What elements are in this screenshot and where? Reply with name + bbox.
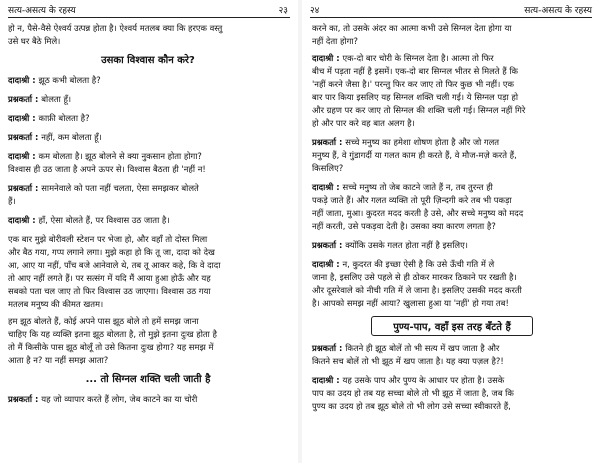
dialogue-text: कम बोलता है। झूठ बोलने से क्या नुकसान होता होगा? विश्वास ही उठ जाता है अपने ऊपर से। विश्वास बैठता ही 'नहीं न! bbox=[8, 151, 206, 174]
speaker-label: प्रश्नकर्ता bbox=[8, 183, 33, 193]
right-running-header: सत्य-असत्य के रहस्य bbox=[524, 6, 592, 16]
dialogue-line: दादाश्री : कम बोलता है। झूठ बोलने से क्या नुकसान होता होगा? विश्वास ही उठ जाता है अपने ऊपर से। विश्वास बैठता ही 'नहीं न! bbox=[8, 151, 206, 174]
dialogue-text: कितने ही झूठ बोलें तो भी सत्य में खप जाता है और कितने सच बोलें तो भी झूठ में खप जाता है। यह क्या पज़ल है?! bbox=[312, 343, 504, 366]
speaker-label: प्रश्नकर्ता bbox=[312, 240, 337, 250]
paragraph: हो न, पैसे-वैसे ऐश्वर्य उत्पन्न होता है। ऐश्वर्य मतलब क्या कि हरएक वस्तु उसे घर बैठे मिले। bbox=[8, 23, 223, 46]
dialogue-line: प्रश्नकर्ता : सच्चे मनुष्य का हमेशा शोषण होता है और जो गलत मनुष्य हैं, वे गुंडागर्दी या गलत काम ही करते हैं, वे मौज-मज़े करते हैं, किसलिए? bbox=[312, 137, 517, 173]
dialogue-line: प्रश्नकर्ता : नहीं, कम बोलता हूँ। bbox=[8, 132, 102, 142]
dialogue bbox=[8, 74, 288, 227]
dialogue-line: दादाश्री : हाँ, ऐसा बोलते हैं, पर विश्वास उठ जाता है। bbox=[8, 215, 170, 225]
header-rule bbox=[8, 17, 290, 18]
section-heading: उसका विश्वास कौन करे? bbox=[101, 55, 195, 66]
dialogue-line: दादाश्री : न, कुदरत की इच्छा ऐसी है कि उसे ऊँची गति में ले जाना है, इसलिए उसे पहले से ही ठोकर मारकर ठिकाने पर रखती है। और दूसरेवाले को नीची गति में ले जाना है। इसलिए उसकी मदद करती है। आपको समझ नहीं आया? खुलासा हुआ या 'नहीं' हो गया तब! bbox=[312, 259, 522, 308]
right-page-body bbox=[312, 22, 592, 419]
dialogue-line: दादाश्री : एक-दो बार चोरी के सिग्नल देता है। आत्मा तो फिर बीच में पड़ता नहीं है इसमें। एक-दो बार सिग्नल भीतर से मिलते हैं कि 'नहीं करने जैसा है।' परन्तु फिर कर जाए तो फिर कुछ भी नहीं। एक बार पार किया इसलिए यह सिग्नल शक्ति चली गई। ये सिग्नल पड़ा हो और ग्रहण पर कर जाए तो सिग्नल की शक्ति चली गई। सिग्नल नहीं गिरे हो और पार करे वह बात अलग है। bbox=[312, 53, 526, 128]
speaker-label: दादाश्री bbox=[8, 151, 30, 161]
dialogue-text: हाँ, ऐसा बोलते हैं, पर विश्वास उठ जाता है। bbox=[38, 215, 170, 225]
dialogue-text: यह जो व्यापार करते हैं लोग, जेब काटने का या चोरी bbox=[41, 394, 198, 404]
speaker-label: प्रश्नकर्ता bbox=[8, 394, 33, 404]
dialogue-text: बोलता हूँ। bbox=[41, 94, 72, 104]
dialogue-text: झूठ कभी बोलता है? bbox=[38, 75, 101, 85]
speaker-label: दादाश्री bbox=[8, 113, 30, 123]
speaker-label: दादाश्री bbox=[312, 182, 334, 192]
dialogue-line: दादाश्री : काफ़ी बोलता है? bbox=[8, 113, 90, 123]
speaker-label: प्रश्नकर्ता bbox=[8, 94, 33, 104]
dialogue-line: प्रश्नकर्ता : यह जो व्यापार करते हैं लोग, जेब काटने का या चोरी bbox=[8, 394, 198, 404]
dialogue-text: सच्चे मनुष्य तो जेब काटने जाते हैं न, तब तुरन्त ही पकड़े जाते हैं। और गलत व्यक्ति तो पूरी ज़िन्दगी करे तब भी पकड़ा नहीं जाता, मुआ। कुदरत मदद करती है उसे, और सच्चे मनुष्य को मदद नहीं करती, उसे पकड़वा देती है। उसका क्या कारण लगता है? bbox=[312, 182, 524, 231]
left-running-header: सत्य-असत्य के रहस्य bbox=[8, 6, 76, 16]
dialogue-line: दादाश्री : झूठ कभी बोलता है? bbox=[8, 75, 101, 85]
dialogue-text: काफ़ी बोलता है? bbox=[38, 113, 90, 123]
dialogue-line: प्रश्नकर्ता : बोलता हूँ। bbox=[8, 94, 72, 104]
speaker-label: प्रश्नकर्ता bbox=[312, 343, 337, 353]
right-page bbox=[304, 0, 600, 463]
dialogue-text: एक-दो बार चोरी के सिग्नल देता है। आत्मा तो फिर बीच में पड़ता नहीं है इसमें। एक-दो बार सिग्नल भीतर से मिलते हैं कि 'नहीं करने जैसा है।' परन्तु फिर कर जाए तो फिर कुछ भी नहीं। एक बार पार किया इसलिए यह सिग्नल शक्ति चली गई। ये सिग्नल पड़ा हो और ग्रहण पर कर जाए तो सिग्नल की शक्ति चली गई। सिग्नल नहीं गिरे हो और पार करे वह बात अलग है। bbox=[312, 53, 526, 128]
book-gutter bbox=[298, 0, 302, 463]
dialogue-text: क्योंकि उसके गलत होता नहीं है इसलिए। bbox=[345, 240, 468, 250]
dialogue-text: न, कुदरत की इच्छा ऐसी है कि उसे ऊँची गति में ले जाना है, इसलिए उसे पहले से ही ठोकर मारकर ठिकाने पर रखती है। और दूसरेवाले को नीची गति में ले जाना है। इसलिए उसकी मदद करती है। आपको समझ नहीं आया? खुलासा हुआ या 'नहीं' हो गया तब! bbox=[312, 259, 522, 308]
dialogue-text: सामनेवाले को पता नहीं चलता, ऐसा समझकर बोलते हैं। bbox=[8, 183, 199, 206]
left-page-number: २३ bbox=[278, 6, 288, 16]
dialogue-line: प्रश्नकर्ता : क्योंकि उसके गलत होता नहीं है इसलिए। bbox=[312, 240, 468, 250]
speaker-label: दादाश्री bbox=[8, 215, 30, 225]
paragraph: एक बार मुझे बोरीवली स्टेशन पर भेजा हो, और वहाँ तो दोस्त मिला और बैठ गया, गप्प लगाने लगा। मुझे कहा हो कि तू जा, दादा को देख आ, आए या नहीं, पाँच बजे आनेवाले थे, तब तू आकर कहे, कि वे दादा तो आए नहीं लगते हैं। पर सत्संग में यदि मैं आया हुआ होऊँ और यह सबको पता चल जाए तो फिर विश्वास उठ जाएगा। विश्वास उठ गया मतलब मनुष्य की कीमत खतम। bbox=[8, 234, 221, 309]
header-rule bbox=[310, 17, 592, 18]
speaker-label: प्रश्नकर्ता bbox=[8, 132, 33, 142]
speaker-label: प्रश्नकर्ता bbox=[312, 137, 337, 147]
speaker-label: दादाश्री bbox=[312, 259, 334, 269]
paragraph: करने का, तो उसके अंदर का आत्मा कभी उसे सिग्नल देता होगा या नहीं देता होगा? bbox=[312, 23, 512, 46]
dialogue-text: नहीं, कम बोलता हूँ। bbox=[41, 132, 102, 142]
dialogue-line: दादाश्री : यह उसके पाप और पुण्य के आधार पर होता है। उसके पाप का उदय हो तब यह सच्चा बोले तो भी झूठ में जाता है, जब कि पुण्य का उदय हो तब झूठ बोले तो भी लोग उसे सच्चा स्वीकारते हैं, bbox=[312, 375, 514, 411]
left-page bbox=[0, 0, 296, 463]
dialogue-line: प्रश्नकर्ता : कितने ही झूठ बोलें तो भी सत्य में खप जाता है और कितने सच बोलें तो भी झूठ में खप जाता है। यह क्या पज़ल है?! bbox=[312, 343, 504, 366]
section-heading: ... तो सिग्नल शक्ति चली जाती है bbox=[85, 374, 211, 385]
dialogue bbox=[312, 52, 592, 310]
speaker-label: दादाश्री bbox=[312, 375, 334, 385]
dialogue-line: दादाश्री : सच्चे मनुष्य तो जेब काटने जाते हैं न, तब तुरन्त ही पकड़े जाते हैं। और गलत व्यक्ति तो पूरी ज़िन्दगी करे तब भी पकड़ा नहीं जाता, मुआ। कुदरत मदद करती है उसे, और सच्चे मनुष्य को मदद नहीं करती, उसे पकड़वा देती है। उसका क्या कारण लगता है? bbox=[312, 182, 524, 231]
speaker-label: दादाश्री bbox=[8, 75, 30, 85]
dialogue-line: प्रश्नकर्ता : सामनेवाले को पता नहीं चलता, ऐसा समझकर बोलते हैं। bbox=[8, 183, 199, 206]
dialogue-text: यह उसके पाप और पुण्य के आधार पर होता है। उसके पाप का उदय हो तब यह सच्चा बोले तो भी झूठ में जाता है, जब कि पुण्य का उदय हो तब झूठ बोले तो भी लोग उसे सच्चा स्वीकारते हैं, bbox=[312, 375, 514, 411]
section-heading-boxed: पुण्य-पाप, वहाँ इस तरह बँटते हैं bbox=[371, 316, 533, 336]
left-page-body bbox=[8, 22, 288, 412]
paragraph: हम झूठ बोलते हैं, कोई अपने पास झूठ बोले तो हमें समझ जाना चाहिए कि यह व्यक्ति इतना झूठ बोलता है, तो मुझे इतना दुःख होता है तो मैं किसीके पास झूठ बोलूँ तो उसे कितना दुःख होगा? यह समझ में आता है न? या नहीं समझ आता? bbox=[8, 316, 217, 365]
dialogue bbox=[312, 342, 592, 413]
speaker-label: दादाश्री bbox=[312, 53, 334, 63]
dialogue-text: सच्चे मनुष्य का हमेशा शोषण होता है और जो गलत मनुष्य हैं, वे गुंडागर्दी या गलत काम ही करते हैं, वे मौज-मज़े करते हैं, किसलिए? bbox=[312, 137, 517, 173]
right-page-number: २४ bbox=[310, 6, 320, 16]
